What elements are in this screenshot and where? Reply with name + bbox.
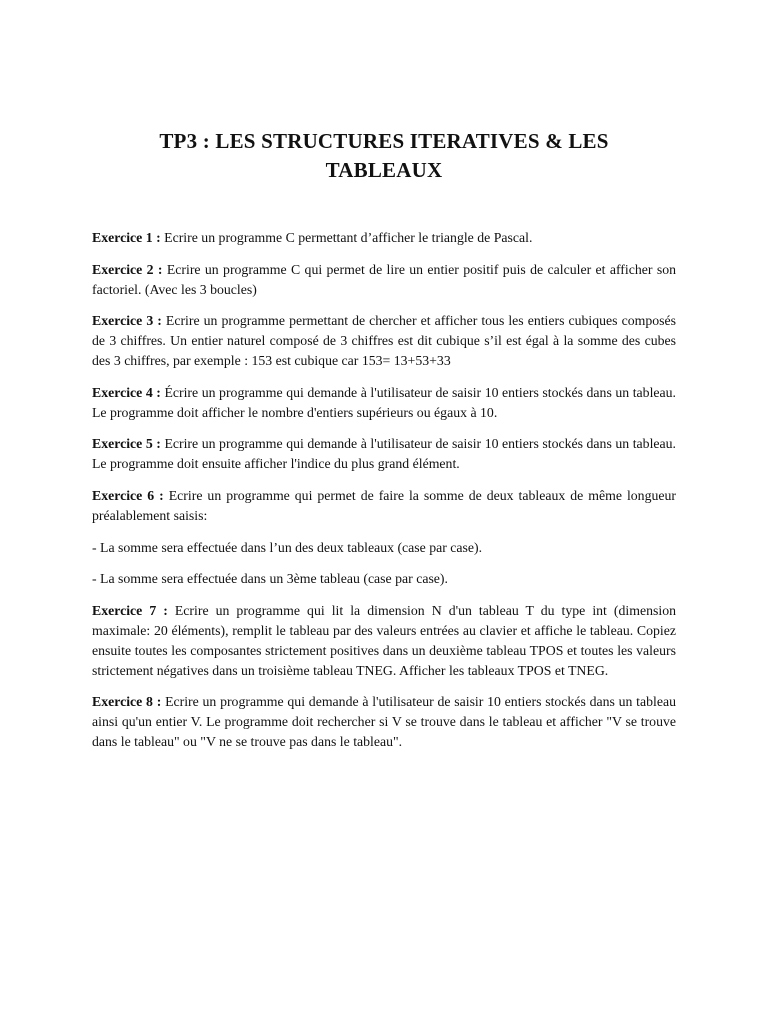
exercise-label: Exercice 6 :: [92, 487, 164, 503]
exercise-label: Exercice 8 :: [92, 694, 162, 710]
exercise-6-bullet-1: - La somme sera effectuée dans l’un des deux tableaux (case par case).: [92, 539, 483, 555]
exercise-text: Ecrire un programme qui demande à l'utilisateur de saisir 10 entiers stockés dans un tableau ainsi qu'un entier V. Le programme doit rechercher si V se trouve dans le tableau et afficher "V se trouve dans le tableau" ou "V ne se trouve pas dans le tableau".: [92, 694, 676, 749]
exercise-5: [92, 434, 676, 474]
exercise-8: [92, 692, 676, 751]
exercise-text: Ecrire un programme qui lit la dimension N d'un tableau T du type int (dimension maximale: 20 éléments), remplit le tableau par des valeurs entrées au clavier et affiche le tableau. Copiez ensuite toutes les composantes strictement positives dans un deuxième tableau TPOS et toutes les valeurs strictement négatives dans un troisième tableau TNEG. Afficher les tableaux TPOS et TNEG.: [92, 603, 676, 678]
exercise-2: [92, 260, 676, 300]
exercise-label: Exercice 7 :: [92, 603, 168, 619]
exercise-6: [92, 486, 676, 526]
exercise-label: Exercice 2 :: [92, 261, 163, 277]
exercise-1: [92, 228, 676, 248]
exercise-list: [92, 228, 676, 764]
document-title: TP3 : LES STRUCTURES ITERATIVES & LES TABLEAUX: [159, 129, 609, 182]
exercise-text: Ecrire un programme C permettant d’afficher le triangle de Pascal.: [160, 230, 533, 245]
exercise-text: Ecrire un programme qui permet de faire la somme de deux tableaux de même longueur préalablement saisis:: [92, 487, 676, 523]
exercise-text: Écrire un programme qui demande à l'utilisateur de saisir 10 entiers stockés dans un tableau. Le programme doit afficher le nombre d'entiers supérieurs ou égaux à 10.: [92, 384, 676, 420]
exercise-label: Exercice 4 :: [92, 384, 161, 400]
exercise-label: Exercice 5 :: [92, 436, 161, 452]
exercise-7: [92, 601, 676, 680]
exercise-text: Ecrire un programme C qui permet de lire un entier positif puis de calculer et afficher son factoriel. (Avec les 3 boucles): [92, 261, 676, 297]
exercise-label: Exercice 3 :: [92, 313, 162, 329]
exercise-label: Exercice 1 :: [92, 230, 161, 245]
exercise-text: Ecrire un programme qui demande à l'utilisateur de saisir 10 entiers stockés dans un tableau. Le programme doit ensuite afficher l'indice du plus grand élément.: [92, 436, 676, 472]
exercise-3: [92, 311, 676, 370]
exercise-6-bullet-2: - La somme sera effectuée dans un 3ème tableau (case par case).: [92, 571, 448, 587]
exercise-4: [92, 383, 676, 423]
exercise-text: Ecrire un programme permettant de chercher et afficher tous les entiers cubiques composés de 3 chiffres. Un entier naturel composé de 3 chiffres est dit cubique s’il est égal à la somme des cubes des 3 chiffres, par exemple : 153 est cubique car 153= 13+53+33: [92, 313, 676, 368]
